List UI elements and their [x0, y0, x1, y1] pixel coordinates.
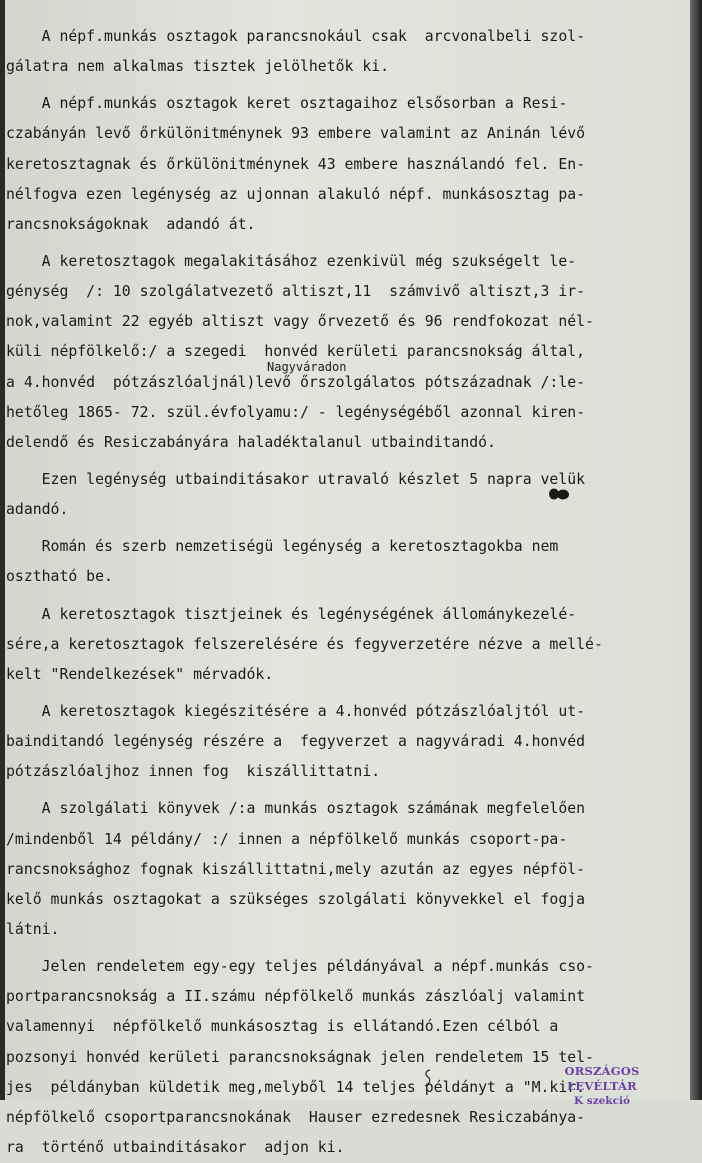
text-line: rancsnokságoknak adandó át. — [6, 215, 256, 233]
text-line: A keretosztagok tisztjeinek és legénységének állománykezelé- — [6, 605, 577, 623]
text-line: sére,a keretosztagok felszerelésére és fegyverzetére nézve a mellé- — [6, 635, 603, 653]
handwritten-mark — [423, 1068, 433, 1088]
text-line: keretosztagnak és őrkülönitménynek 43 embere használandó fel. En- — [6, 155, 586, 173]
archive-stamp-name: ORSZÁGOS LEVÉLTÁR — [564, 1064, 640, 1093]
text-line: valamennyi népfölkelő munkásosztag is ellátandó.Ezen célból a — [6, 1018, 559, 1036]
text-line: hetőleg 1865- 72. szül.évfolyamu:/ - legénységéből azonnal kiren- — [6, 403, 586, 421]
text-line: bainditandó legénység részére a fegyverzet a nagyváradi 4.honvéd — [6, 733, 586, 751]
text-line: delendő és Resiczabányára haladéktalanul utbainditandó. — [6, 433, 496, 451]
text-line: portparancsnokság a II.számu népfölkelő munkás zászlóalj valamint — [6, 988, 586, 1006]
text-line: kelt "Rendelkezések" mérvadók. — [6, 665, 274, 683]
archive-stamp — [534, 1064, 670, 1109]
paragraph-gap — [6, 945, 678, 952]
text-line: Jelen rendeletem egy-egy teljes példányával a népf.munkás cso- — [6, 958, 594, 976]
text-line: nok,valamint 22 egyéb altiszt vagy őrvezető és 96 rendfokozat nél- — [6, 313, 594, 331]
text-line: A keretosztagok kiegészitésére a 4.honvéd pótzászlóaljtól ut- — [6, 702, 586, 720]
text-line: adandó. — [6, 501, 69, 519]
text-line: pótzászlóaljhoz innen fog kiszállittatni. — [6, 763, 381, 781]
interlinear-insertion: Nagyváradon — [267, 360, 347, 374]
ink-blot — [548, 487, 570, 501]
text-line: a 4.honvéd pótzászlóaljnál)levő őrszolgálatos pótszázadnak /:le- — [6, 373, 586, 391]
page-left-edge — [0, 0, 5, 1100]
text-line: népfölkelő csoportparancsnokának Hauser ezredesnek Resiczabánya- — [6, 1108, 586, 1126]
text-line: A népf.munkás osztagok parancsnokául csak arcvonalbeli szol- — [6, 28, 586, 45]
text-line: A szolgálati könyvek /:a munkás osztagok számának megfelelően — [6, 800, 586, 818]
text-line: A keretosztagok megalakitásához ezenkivül még szukségelt le- — [6, 252, 577, 270]
text-line: jes példányban küldetik meg,melyből 14 teljes példányt a "M.kir. — [6, 1078, 586, 1096]
text-line: génység /: 10 szolgálatvezető altiszt,11 számvivő altiszt,3 ir- — [6, 283, 586, 301]
text-line: kelő munkás osztagokat a szükséges szolgálati könyvekkel el fogja — [6, 890, 586, 908]
paragraph-gap — [6, 525, 678, 532]
paragraph-gap — [6, 787, 678, 794]
text-line: Ezen legénység utbainditásakor utravaló készlet 5 napra velük — [6, 470, 586, 488]
paragraph-gap — [6, 690, 678, 697]
text-line: látni. — [6, 920, 60, 938]
text-line: A népf.munkás osztagok keret osztagaihoz elsősorban a Resi- — [6, 95, 568, 113]
text-line: rancsnoksághoz fognak kiszállittatni,mely azután az egyes népföl- — [6, 860, 586, 878]
text-line: nélfogva ezen legénység az ujonnan alakuló népf. munkásosztag pa- — [6, 185, 586, 203]
text-line: osztható be. — [6, 568, 113, 586]
page-right-edge — [690, 0, 702, 1100]
text-line: küli népfölkelő:/ a szegedi honvéd kerületi parancsnokság által, — [6, 343, 586, 361]
text-line: ra történő utbainditásakor adjon ki. — [6, 1138, 345, 1156]
typed-text-body — [6, 22, 678, 1163]
paragraph-gap — [6, 458, 678, 465]
paragraph-gap — [6, 240, 678, 247]
archive-stamp-section: K szekció — [574, 1095, 630, 1107]
text-line: pozsonyi honvéd kerületi parancsnokságnak jelen rendeletem 15 tel- — [6, 1048, 594, 1066]
text-line: czabányán levő őrkülönitménynek 93 embere valamint az Aninán lévő — [6, 125, 586, 143]
text-line: Román és szerb nemzetiségü legénység a keretosztagokba nem — [6, 538, 559, 556]
paragraph-gap — [6, 593, 678, 600]
paragraph-gap — [6, 82, 678, 89]
text-line: gálatra nem alkalmas tisztek jelölhetők ki. — [6, 58, 390, 76]
text-line: /mindenből 14 példány/ :/ innen a népfölkelő munkás csoport-pa- — [6, 830, 568, 848]
